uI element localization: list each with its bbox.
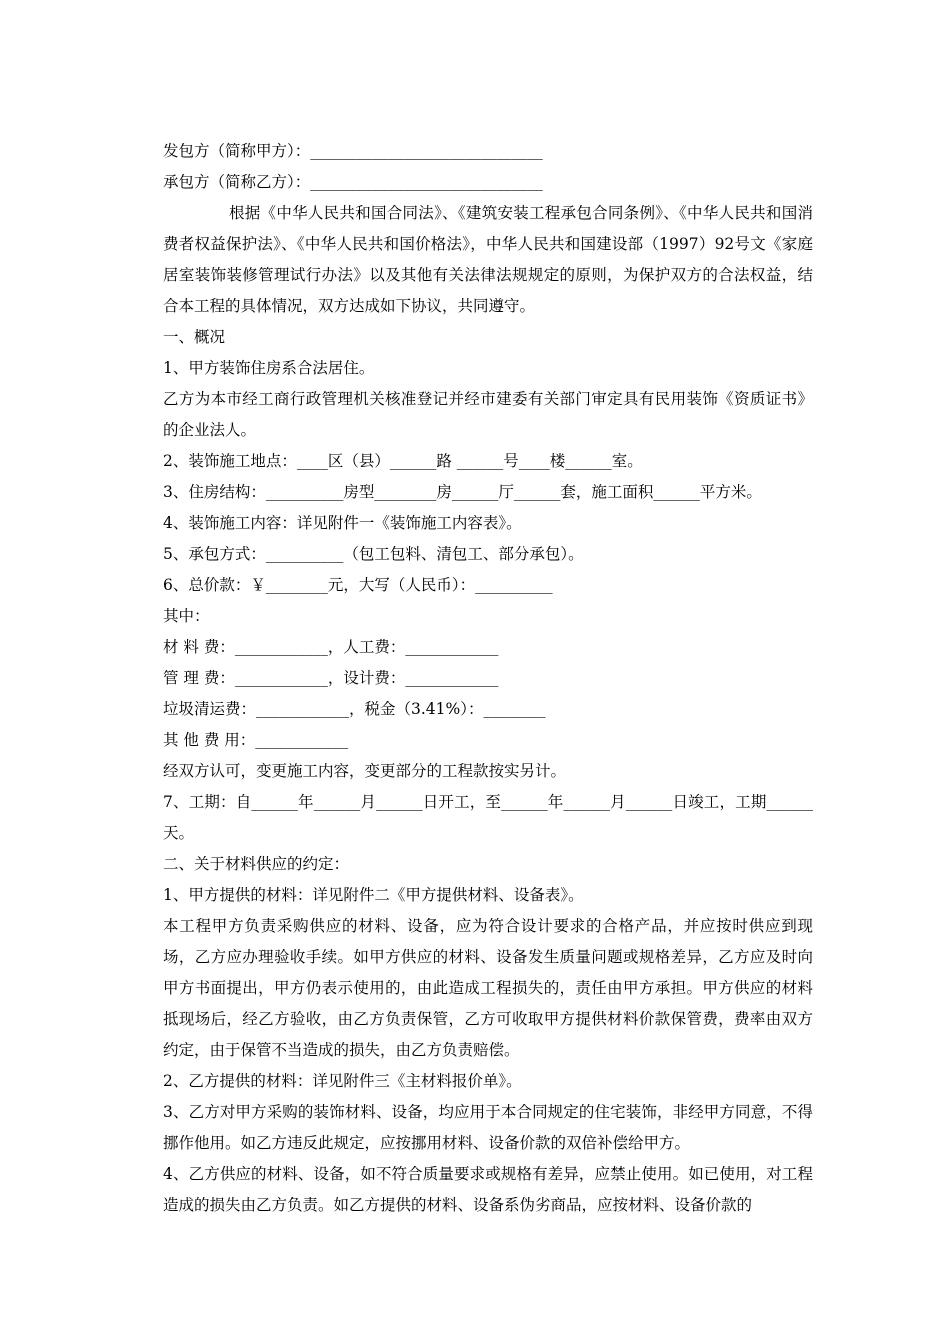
clause-2-2: 2、乙方提供的材料：详见附件三《主材料报价单》。 [163, 1072, 522, 1090]
clause-1-6: 6、总价款：￥________元，大写（人民币）：__________ [163, 576, 553, 594]
fee-line-material: 材 料 费：____________，人工费：____________ [163, 638, 499, 656]
clause-1-1-detail: 乙方为本市经工商行政管理机关核准登记并经市建委有关部门审定具有民用装饰《资质证书》的企业法人。 [163, 390, 813, 439]
clause-2-3: 3、乙方对甲方采购的装饰材料、设备，均应用于本合同规定的住宅装饰，非经甲方同意，不得挪作他用。如乙方违反此规定，应按挪用材料、设备价款的双倍补偿给甲方。 [163, 1103, 813, 1152]
clause-1-4: 4、装饰施工内容：详见附件一《装饰施工内容表》。 [163, 514, 522, 532]
clause-2-1: 1、甲方提供的材料：详见附件二《甲方提供材料、设备表》。 [163, 886, 584, 904]
clause-2-4: 4、乙方供应的材料、设备，如不符合质量要求或规格有差异，应禁止使用。如已使用，对工程造成的损失由乙方负责。如乙方提供的材料、设备系伪劣商品，应按材料、设备价款的 [163, 1165, 813, 1214]
clause-1-6-among: 其中： [163, 607, 210, 625]
clause-1-6-note: 经双方认可，变更施工内容，变更部分的工程款按实另计。 [163, 762, 567, 780]
fee-line-waste: 垃圾清运费：____________，税金（3.41%）：________ [163, 700, 546, 718]
section-2-title: 二、关于材料供应的约定： [163, 855, 350, 873]
section-1-title: 一、概况 [163, 328, 226, 346]
clause-1-5: 5、承包方式：__________（包工包料、清包工、部分承包）。 [163, 545, 584, 563]
fee-line-other: 其 他 费 用：____________ [163, 731, 349, 749]
clause-1-1: 1、甲方装饰住房系合法居住。 [163, 359, 375, 377]
contract-page [163, 136, 813, 1221]
fee-line-management: 管 理 费：____________，设计费：____________ [163, 669, 499, 687]
clause-1-2: 2、装饰施工地点：____区（县）______路 ______号____楼______室。 [163, 452, 643, 470]
clause-1-7: 7、工期：自______年______月______日开工，至______年______月______日竣工，工期______天。 [163, 793, 813, 842]
intro-paragraph: 根据《中华人民共和国合同法》、《建筑安装工程承包合同条例》、《中华人民共和国消费者权益保护法》、《中华人民共和国价格法》，中华人民共和国建设部（1997）92号文《家庭居室装饰装修管理试行办法》以及其他有关法律法规规定的原则，为保护双方的合法权益，结合本工程的具体情况，双方达成如下协议，共同遵守。 [163, 204, 813, 315]
clause-1-3: 3、住房结构：__________房型________房______厅______套，施工面积______平方米。 [163, 483, 762, 501]
party-a-line: 发包方（简称甲方）：______________________________ [163, 142, 543, 160]
party-b-line: 承包方（简称乙方）：______________________________ [163, 173, 543, 191]
clause-2-1-detail: 本工程甲方负责采购供应的材料、设备，应为符合设计要求的合格产品，并应按时供应到现场，乙方应办理验收手续。如甲方供应的材料、设备发生质量问题或规格差异，乙方应及时向甲方书面提出，甲方仍表示使用的，由此造成工程损失的，责任由甲方承担。甲方供应的材料抵现场后，经乙方验收，由乙方负责保管，乙方可收取甲方提供材料价款保管费，费率由双方约定，由于保管不当造成的损失，由乙方负责赔偿。 [163, 917, 813, 1059]
